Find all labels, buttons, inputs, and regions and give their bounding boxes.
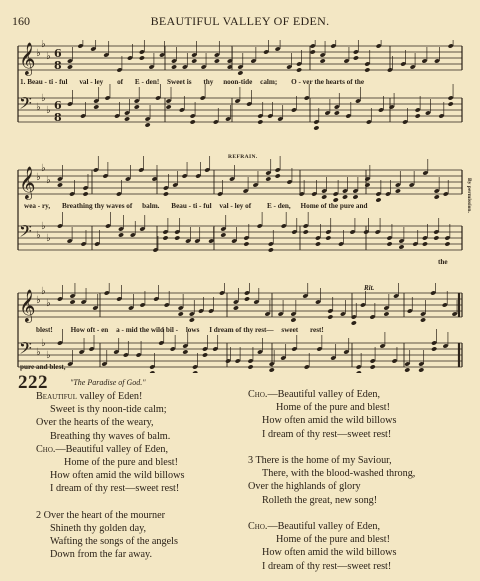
verse-text: Shineth thy golden day, (50, 523, 147, 535)
svg-text:♭: ♭ (36, 102, 41, 113)
verse-text: —Beautiful valley of Eden, (267, 521, 381, 533)
svg-text:𝄞: 𝄞 (19, 166, 36, 199)
verse-line (248, 520, 415, 533)
lyric-line-bass: the (438, 258, 448, 266)
verse-lead-word: Cho. (36, 443, 56, 455)
verse-lead-word: Cho. (248, 521, 268, 533)
verse-line (36, 509, 184, 522)
svg-text:♭: ♭ (36, 347, 41, 358)
lyric-syllable: of (117, 78, 124, 86)
svg-text:♭: ♭ (36, 172, 41, 183)
lyric-syllable: O - ver the hearts of the (291, 78, 365, 86)
verse-text: 2 Over the heart of the mourner (36, 509, 165, 521)
music-system-2 (0, 150, 480, 265)
lyric-syllable: Sweet is (167, 78, 192, 86)
svg-text:𝄢: 𝄢 (19, 93, 32, 117)
verse-line (248, 414, 415, 427)
verse-line (248, 467, 415, 480)
lyric-syllable: calm; (260, 78, 278, 86)
verse-text: —Beautiful valley of Eden, (55, 443, 169, 455)
verse-text: Over the highlands of glory (248, 481, 361, 493)
verse-line (36, 522, 184, 535)
svg-text:♭: ♭ (41, 221, 46, 232)
verse-line (36, 416, 184, 429)
verse-text: Home of the pure and blest! (64, 457, 179, 469)
svg-text:♭: ♭ (36, 48, 41, 59)
verse-text: Down from the far away. (50, 549, 153, 561)
verse-line (36, 403, 184, 416)
verse-lead-word: Cho. (248, 389, 268, 400)
lyric-syllable: noon-tide (223, 78, 253, 86)
lyric-syllable: blest! (36, 326, 53, 334)
verse-text (248, 442, 251, 453)
svg-text:𝄞: 𝄞 (19, 289, 36, 322)
verse-text: How often amid the wild billows (262, 415, 397, 427)
lyric-syllable: Beau - ti - ful (171, 202, 212, 210)
svg-text:♭: ♭ (41, 163, 46, 174)
verse-line (248, 533, 415, 546)
verse-line (36, 482, 184, 495)
verse-text: Breathing thy waves of balm. (50, 430, 171, 442)
hymn-source: "The Paradise of God." (70, 378, 146, 387)
lyric-line-bass: pure and blest, (20, 363, 66, 371)
lyric-line (20, 78, 364, 86)
verse-line (36, 443, 184, 456)
verse-text: Wafting the songs of the angels (50, 536, 178, 548)
verse-line (36, 430, 184, 443)
svg-text:𝄞: 𝄞 (19, 42, 36, 75)
music-system-1 (0, 40, 480, 130)
svg-text:♭: ♭ (46, 233, 51, 244)
lyric-syllable: 1. Beau - ti - ful (20, 78, 68, 86)
svg-text:𝄢: 𝄢 (19, 338, 32, 362)
lyric-syllable: wea - ry, (24, 202, 51, 210)
lyric-syllable: lows (185, 326, 200, 334)
verse-line (36, 496, 184, 509)
verse-text: I dream of thy rest—sweet rest! (262, 428, 392, 440)
verse-text: 3 There is the home of my Saviour, (248, 455, 392, 467)
svg-text:♭: ♭ (46, 350, 51, 361)
verse-text: There, with the blood-washed throng, (262, 468, 416, 480)
verse-text: I dream of thy rest—sweet rest! (50, 483, 180, 495)
lyric-syllable: E - den, (266, 202, 291, 210)
lyric-syllable: rest! (309, 326, 324, 334)
lyric-syllable: val - ley (79, 78, 104, 86)
verse-line (248, 401, 415, 414)
lyric-line (24, 202, 367, 210)
lyric-syllable: E - den! (134, 78, 160, 86)
verse-line (248, 494, 415, 507)
verse-line (36, 535, 184, 548)
verse-text: —Beautiful valley of Eden, (267, 389, 381, 400)
svg-text:8: 8 (54, 59, 62, 72)
verse-line (36, 548, 184, 561)
svg-text:♭: ♭ (41, 93, 46, 104)
lyric-syllable: val - ley of (219, 202, 252, 210)
verse-column-right (248, 388, 415, 573)
lyric-syllable: Breathing thy waves of (61, 202, 133, 210)
verse-lead-word: Beautiful (36, 391, 78, 402)
page-title: BEAUTIFUL VALLEY OF EDEN. (150, 14, 330, 28)
refrain-label: REFRAIN. (228, 154, 258, 160)
verse-text: Sweet is thy noon-tide calm; (50, 404, 167, 416)
verse-line (248, 388, 415, 401)
verse-text: Home of the pure and blest! (276, 402, 391, 414)
lyric-syllable: I dream of thy rest— (209, 326, 274, 334)
verse-text: How often amid the wild billows (50, 470, 185, 482)
verse-line (248, 428, 415, 441)
verse-text: Home of the pure and blest! (276, 534, 391, 546)
svg-text:♭: ♭ (41, 338, 46, 349)
svg-text:8: 8 (54, 111, 62, 124)
page-number: 160 (12, 14, 30, 28)
lyric-syllable: sweet (281, 326, 299, 334)
hymn-number: 222 (18, 372, 48, 393)
verse-line (248, 507, 415, 520)
lyric-line (36, 326, 324, 334)
verse-line (248, 480, 415, 493)
svg-text:6: 6 (54, 47, 62, 60)
svg-text:♭: ♭ (46, 175, 51, 186)
verse-text: valley of Eden! (77, 391, 143, 402)
svg-text:𝄢: 𝄢 (19, 221, 32, 245)
lyric-syllable: thy (203, 78, 214, 86)
svg-text:♭: ♭ (36, 230, 41, 241)
verse-text: Rolleth the great, new song! (262, 494, 378, 506)
svg-text:♭: ♭ (36, 295, 41, 306)
verse-line (36, 456, 184, 469)
lyric-syllable: a - mid the wild bil - (116, 326, 179, 334)
verse-text (248, 508, 251, 519)
verse-column-left (36, 390, 184, 562)
verse-text: I dream of thy rest—sweet rest! (262, 560, 392, 572)
svg-text:♭: ♭ (46, 298, 51, 309)
verse-line (248, 560, 415, 573)
svg-text:♭: ♭ (41, 286, 46, 297)
ritardando-mark: Rit. (364, 284, 375, 292)
verse-line (36, 469, 184, 482)
side-credit: By permission. (466, 178, 472, 213)
verse-text: Over the hearts of the weary, (36, 417, 154, 429)
verse-line (248, 441, 415, 454)
music-system-3 (0, 283, 480, 373)
verse-line (36, 390, 184, 403)
verse-text (36, 497, 39, 508)
svg-text:♭: ♭ (46, 105, 51, 116)
svg-text:♭: ♭ (41, 40, 46, 50)
lyric-syllable: Home of the pure and (300, 202, 368, 210)
lyric-syllable: balm. (142, 202, 160, 210)
verse-text: How often amid the wild billows (262, 547, 397, 559)
svg-text:♭: ♭ (46, 51, 51, 62)
lyric-syllable: How oft - en (70, 326, 109, 334)
verse-line (248, 546, 415, 559)
verse-line (248, 454, 415, 467)
svg-text:6: 6 (54, 99, 62, 112)
